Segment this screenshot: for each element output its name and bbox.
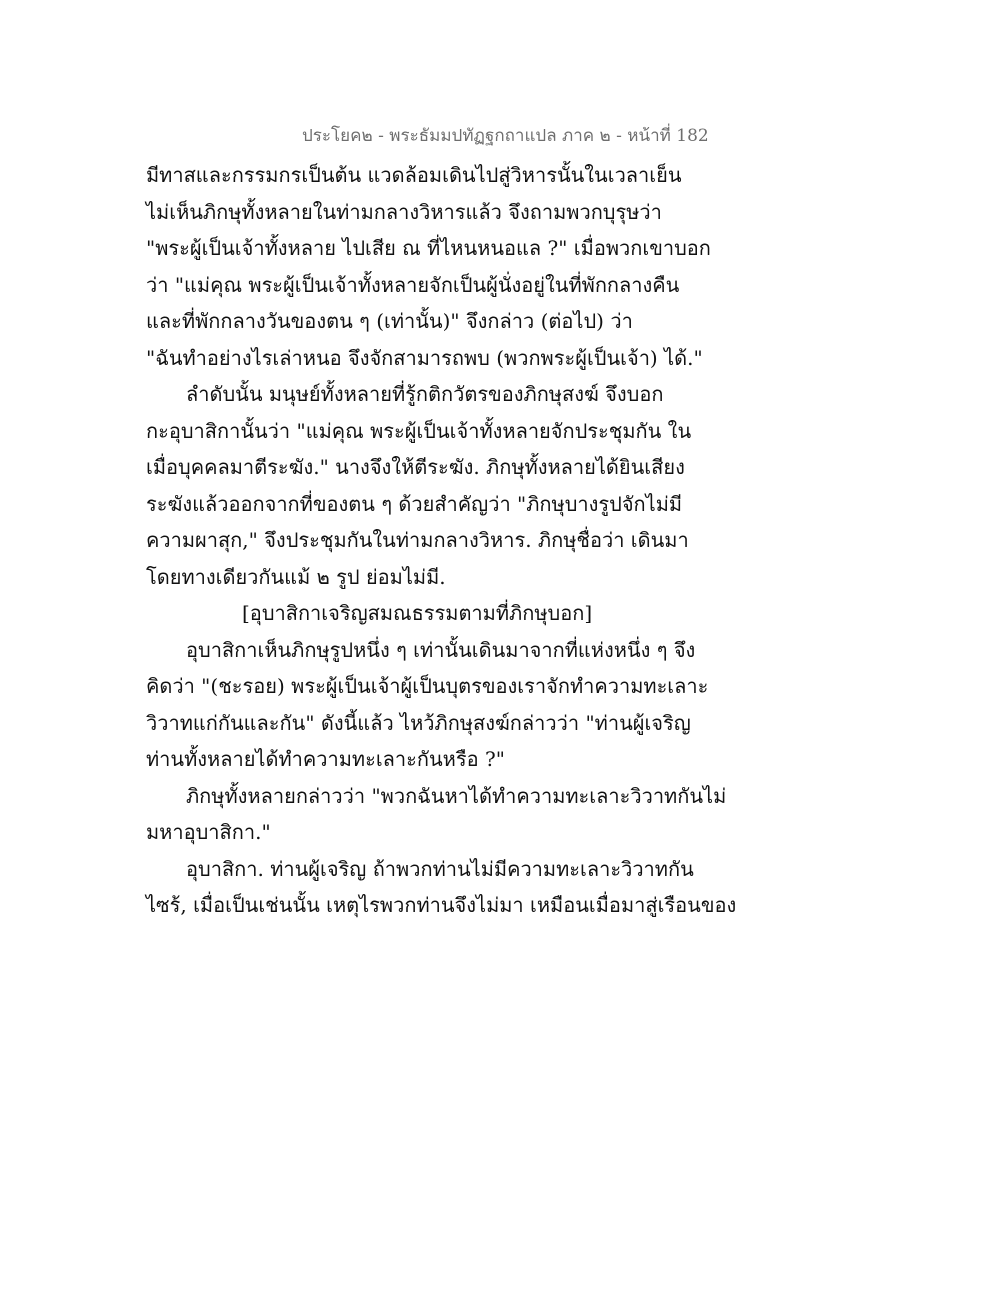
text-line: ไซร้, เมื่อเป็นเช่นนั้น เหตุไรพวกท่านจึงไม่มา เหมือนเมื่อมาสู่เรือนของ (146, 893, 737, 917)
paragraph-start-line: ภิกษุทั้งหลายกล่าวว่า "พวกฉันหาได้ทำความทะเลาะวิวาทกันไม่ (186, 783, 727, 808)
text-line: "พระผู้เป็นเจ้าทั้งหลาย ไปเสีย ณ ที่ไหนหนอแล ?" เมื่อพวกเขาบอก (146, 236, 711, 260)
text-line: ท่านทั้งหลายได้ทำความทะเลาะกันหรือ ?" (146, 747, 505, 771)
text-line: มีทาสและกรรมกรเป็นต้น แวดล้อมเดินไปสู่วิหารนั้นในเวลาเย็น (146, 163, 682, 187)
text-line: "ฉันทำอย่างไรเล่าหนอ จึงจักสามารถพบ (พวกพระผู้เป็นเจ้า) ได้." (146, 345, 703, 370)
paragraph-start-line: ลำดับนั้น มนุษย์ทั้งหลายที่รู้กติกวัตรของภิกษุสงฆ์ จึงบอก (186, 382, 664, 406)
running-header: ประโยค๒ - พระธัมมปทัฏฐกถาแปล ภาค ๒ - หน้าที่ 182 (302, 126, 709, 146)
section-heading: [อุบาสิกาเจริญสมณธรรมตามที่ภิกษุบอก] (242, 601, 593, 625)
text-line: และที่พักกลางวันของตน ๆ (เท่านั้น)" จึงกล่าว (ต่อไป) ว่า (146, 309, 633, 333)
text-line: ความผาสุก," จึงประชุมกันในท่ามกลางวิหาร. ภิกษุชื่อว่า เดินมา (146, 528, 689, 552)
paragraph-start-line: อุบาสิกา. ท่านผู้เจริญ ถ้าพวกท่านไม่มีความทะเลาะวิวาทกัน (186, 856, 694, 881)
text-line: คิดว่า "(ชะรอย) พระผู้เป็นเจ้าผู้เป็นบุตรของเราจักทำความทะเลาะ (146, 674, 709, 698)
text-line: ว่า "แม่คุณ พระผู้เป็นเจ้าทั้งหลายจักเป็นผู้นั่งอยู่ในที่พักกลางคืน (146, 272, 680, 297)
text-line: ไม่เห็นภิกษุทั้งหลายในท่ามกลางวิหารแล้ว จึงถามพวกบุรุษว่า (146, 199, 662, 224)
text-line: กะอุบาสิกานั้นว่า "แม่คุณ พระผู้เป็นเจ้าทั้งหลายจักประชุมกัน ใน (146, 418, 692, 443)
text-line: เมื่อบุคคลมาตีระฆัง." นางจึงให้ตีระฆัง. ภิกษุทั้งหลายได้ยินเสียง (146, 455, 685, 479)
text-line: วิวาทแก่กันและกัน" ดังนี้แล้ว ไหว้ภิกษุสงฆ์กล่าวว่า "ท่านผู้เจริญ (146, 710, 691, 735)
body-text (146, 157, 737, 924)
text-line: มหาอุบาสิกา." (146, 820, 271, 844)
text-line: โดยทางเดียวกันแม้ ๒ รูป ย่อมไม่มี. (146, 564, 446, 589)
paragraph-start-line: อุบาสิกาเห็นภิกษุรูปหนึ่ง ๆ เท่านั้นเดินมาจากที่แห่งหนึ่ง ๆ จึง (186, 637, 696, 662)
text-line: ระฆังแล้วออกจากที่ของตน ๆ ด้วยสำคัญว่า "ภิกษุบางรูปจักไม่มี (146, 491, 683, 516)
